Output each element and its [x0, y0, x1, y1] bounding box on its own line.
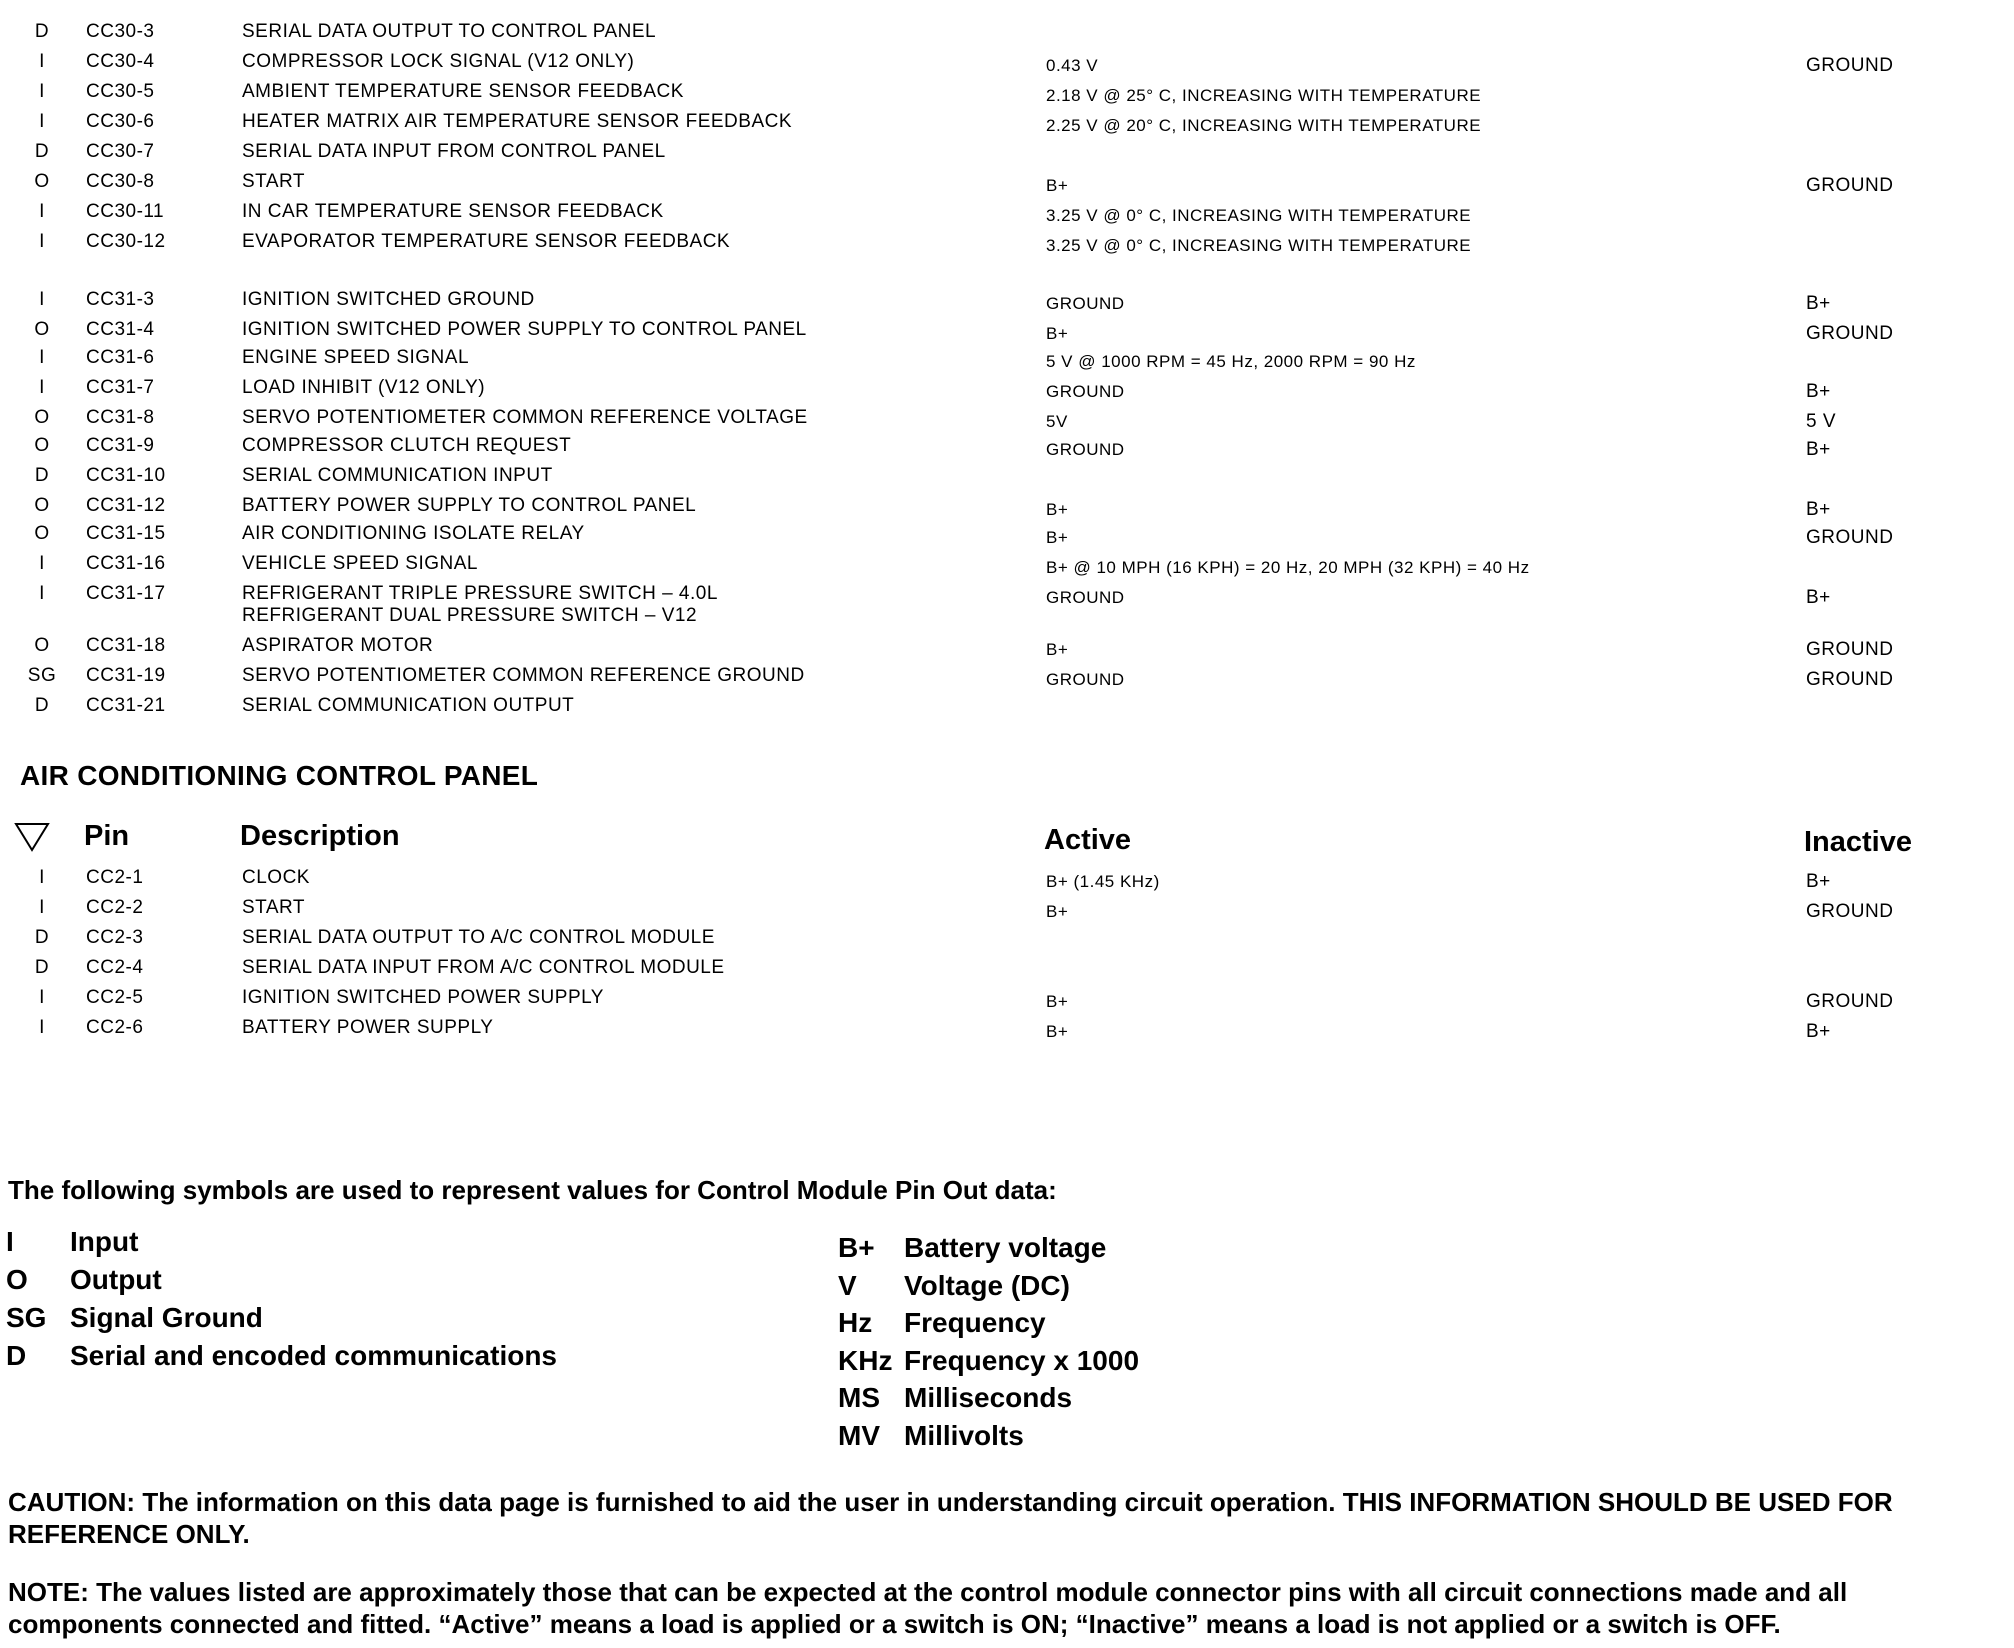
- legend-key: SG: [6, 1302, 47, 1333]
- pin-id: CC31-6: [86, 347, 155, 368]
- active-value: B+: [1046, 176, 1069, 195]
- legend-item: [838, 1307, 1046, 1339]
- pin-description: HEATER MATRIX AIR TEMPERATURE SENSOR FEEDBACK: [242, 111, 793, 132]
- pin-description: EVAPORATOR TEMPERATURE SENSOR FEEDBACK: [242, 231, 731, 252]
- pin-type-symbol: SG: [27, 665, 57, 686]
- pin-description: SERVO POTENTIOMETER COMMON REFERENCE GROUND: [242, 665, 805, 686]
- table-row: [0, 200, 2014, 228]
- inactive-value: B+: [1806, 871, 1831, 892]
- pin-id: CC30-3: [86, 21, 155, 42]
- legend-item: [6, 1264, 162, 1296]
- pin-type-symbol: I: [39, 987, 45, 1008]
- legend-item: [6, 1340, 557, 1372]
- pin-type-symbol: I: [39, 583, 45, 604]
- legend-key: KHz: [838, 1344, 893, 1376]
- pin-id: CC31-3: [86, 289, 155, 310]
- pin-id: CC31-16: [86, 553, 166, 574]
- legend-key: MV: [838, 1419, 880, 1451]
- inactive-value: B+: [1806, 439, 1831, 460]
- pin-type-symbol: I: [39, 231, 45, 252]
- inactive-value: GROUND: [1806, 527, 1894, 548]
- legend-label: Battery voltage: [904, 1232, 1107, 1263]
- pin-type-symbol: D: [34, 21, 50, 42]
- pin-description: START: [242, 897, 306, 918]
- caution-text: CAUTION: The information on this data page is furnished to aid the user in understanding circuit operation. THIS INFORMATION SHOULD BE USED FOR REFERENCE ONLY.: [8, 1487, 1893, 1549]
- pin-id: CC31-19: [86, 665, 166, 686]
- active-value: 3.25 V @ 0° C, INCREASING WITH TEMPERATURE: [1046, 236, 1472, 255]
- pin-id: CC2-1: [86, 867, 144, 888]
- pin-type-symbol: D: [34, 957, 50, 978]
- pin-description: SERIAL DATA INPUT FROM A/C CONTROL MODULE: [242, 957, 725, 978]
- active-value: GROUND: [1046, 440, 1125, 459]
- table-row: [0, 494, 2014, 522]
- table-row: [0, 552, 2014, 580]
- pin-description: SERIAL DATA OUTPUT TO CONTROL PANEL: [242, 21, 657, 42]
- inactive-value: GROUND: [1806, 669, 1894, 690]
- table-row: [0, 170, 2014, 198]
- legend-key: B+: [838, 1232, 875, 1263]
- active-value: B+: [1046, 324, 1069, 343]
- legend-item: [838, 1420, 1024, 1452]
- inactive-value: GROUND: [1806, 323, 1894, 344]
- table-row: [0, 664, 2014, 692]
- pin-type-symbol: O: [34, 635, 50, 656]
- pin-id: CC31-10: [86, 465, 166, 486]
- pin-type-symbol: I: [39, 553, 45, 574]
- legend-label: Input: [70, 1226, 139, 1257]
- pin-type-symbol: I: [39, 81, 45, 102]
- table-row: [0, 986, 2014, 1014]
- pin-description: SERVO POTENTIOMETER COMMON REFERENCE VOLTAGE: [242, 407, 808, 428]
- table-row: [0, 50, 2014, 78]
- symbol-triangle-icon: [14, 822, 50, 852]
- pin-id: CC2-6: [86, 1017, 144, 1038]
- pin-id: CC31-12: [86, 495, 166, 516]
- pin-id: CC30-4: [86, 51, 155, 72]
- pin-description: START: [242, 171, 306, 192]
- note-text: NOTE: The values listed are approximately those that can be expected at the control module connector pins with all circuit connections made and all components connected and fitted. “Active” means a load is applied or a switch is ON; “Inactive” means a load is not applied or a switch is OFF.: [8, 1577, 1848, 1639]
- pin-description: IGNITION SWITCHED POWER SUPPLY TO CONTROL PANEL: [242, 319, 807, 340]
- pin-description: IGNITION SWITCHED POWER SUPPLY: [242, 987, 604, 1008]
- legend-label: Millivolts: [904, 1419, 1024, 1451]
- active-value: B+: [1046, 1022, 1069, 1041]
- pin-type-symbol: O: [34, 171, 50, 192]
- inactive-value: GROUND: [1806, 991, 1894, 1012]
- table-row: [0, 582, 2014, 626]
- pin-type-symbol: I: [39, 201, 45, 222]
- pin-type-symbol: O: [34, 523, 50, 544]
- pin-description: LOAD INHIBIT (V12 ONLY): [242, 377, 486, 398]
- pin-description: COMPRESSOR LOCK SIGNAL (V12 ONLY): [242, 51, 635, 72]
- inactive-value: GROUND: [1806, 175, 1894, 196]
- pin-id: CC30-7: [86, 141, 155, 162]
- pin-id: CC2-3: [86, 927, 144, 948]
- section-title: AIR CONDITIONING CONTROL PANEL: [20, 760, 539, 791]
- active-value: B+: [1046, 992, 1069, 1011]
- legend-key: I: [6, 1226, 14, 1257]
- active-value: B+: [1046, 528, 1069, 547]
- active-value: B+: [1046, 500, 1069, 519]
- legend-key: V: [838, 1269, 857, 1301]
- header-pin: Pin: [84, 820, 130, 852]
- table-row: [0, 926, 2014, 954]
- pin-type-symbol: D: [34, 465, 50, 486]
- active-value: B+ (1.45 KHz): [1046, 872, 1160, 891]
- legend-label: Frequency x 1000: [904, 1344, 1140, 1376]
- pin-type-symbol: I: [39, 377, 45, 398]
- inactive-value: B+: [1806, 499, 1831, 520]
- pin-type-symbol: I: [39, 867, 45, 888]
- pin-id: CC2-5: [86, 987, 144, 1008]
- table-row: [0, 80, 2014, 108]
- pin-type-symbol: I: [39, 51, 45, 72]
- active-value: GROUND: [1046, 670, 1125, 689]
- table-row: [0, 288, 2014, 316]
- pin-description: VEHICLE SPEED SIGNAL: [242, 553, 478, 574]
- pin-type-symbol: O: [34, 407, 50, 428]
- legend-key: O: [6, 1264, 28, 1295]
- table-row: [0, 896, 2014, 924]
- legend-item: [838, 1232, 1106, 1264]
- legend-key: Hz: [838, 1307, 873, 1338]
- legend-key: D: [6, 1340, 27, 1371]
- active-value: B+: [1046, 640, 1069, 659]
- active-value: 2.18 V @ 25° C, INCREASING WITH TEMPERATURE: [1046, 86, 1482, 105]
- active-value: GROUND: [1046, 294, 1125, 313]
- pin-type-symbol: O: [34, 435, 50, 456]
- legend-label: Serial and encoded communications: [70, 1340, 558, 1371]
- table-row: [0, 406, 2014, 434]
- pin-description: SERIAL COMMUNICATION INPUT: [242, 465, 553, 486]
- pin-description: ASPIRATOR MOTOR: [242, 635, 434, 656]
- pin-description: IN CAR TEMPERATURE SENSOR FEEDBACK: [242, 201, 664, 222]
- pin-description: COMPRESSOR CLUTCH REQUEST: [242, 435, 572, 456]
- inactive-value: GROUND: [1806, 901, 1894, 922]
- pin-description: SERIAL COMMUNICATION OUTPUT: [242, 695, 575, 716]
- legend-item: [838, 1345, 1139, 1377]
- pin-description-line-2: REFRIGERANT DUAL PRESSURE SWITCH – V12: [242, 605, 698, 626]
- table-row: [0, 694, 2014, 722]
- pin-id: CC31-9: [86, 435, 155, 456]
- active-value: 5 V @ 1000 RPM = 45 Hz, 2000 RPM = 90 Hz: [1046, 352, 1416, 371]
- pin-description: CLOCK: [242, 867, 310, 888]
- pin-id: CC30-6: [86, 111, 155, 132]
- legend-label: Milliseconds: [904, 1382, 1073, 1413]
- pin-id: CC30-11: [86, 201, 165, 222]
- pin-description: AIR CONDITIONING ISOLATE RELAY: [242, 523, 585, 544]
- table-row: [0, 318, 2014, 346]
- header-description: Description: [240, 820, 400, 852]
- legend-label: Signal Ground: [70, 1302, 263, 1333]
- table-row: [0, 634, 2014, 662]
- table-row: [0, 1016, 2014, 1044]
- inactive-value: B+: [1806, 1021, 1831, 1042]
- pin-id: CC2-2: [86, 897, 144, 918]
- pin-id: CC31-7: [86, 377, 155, 398]
- pin-type-symbol: D: [34, 695, 50, 716]
- pin-description: BATTERY POWER SUPPLY: [242, 1017, 494, 1038]
- active-value: B+ @ 10 MPH (16 KPH) = 20 Hz, 20 MPH (32 KPH) = 40 Hz: [1046, 558, 1530, 577]
- legend-label: Voltage (DC): [904, 1269, 1070, 1301]
- active-value: 5V: [1046, 412, 1068, 431]
- inactive-value: B+: [1806, 587, 1831, 608]
- legend-item: [838, 1382, 1072, 1414]
- pin-type-symbol: O: [34, 495, 50, 516]
- pin-description: AMBIENT TEMPERATURE SENSOR FEEDBACK: [242, 81, 684, 102]
- table-row: [0, 522, 2014, 550]
- table-row: [0, 464, 2014, 492]
- header-inactive: Inactive: [1804, 826, 1912, 858]
- pin-id: CC30-8: [86, 171, 155, 192]
- inactive-value: 5 V: [1806, 411, 1837, 432]
- pin-id: CC31-18: [86, 635, 166, 656]
- pin-type-symbol: I: [39, 1017, 45, 1038]
- active-value: 3.25 V @ 0° C, INCREASING WITH TEMPERATURE: [1046, 206, 1472, 225]
- pin-id: CC31-15: [86, 523, 166, 544]
- active-value: GROUND: [1046, 382, 1125, 401]
- legend-title: The following symbols are used to represent values for Control Module Pin Out data:: [8, 1175, 1057, 1205]
- active-value: 2.25 V @ 20° C, INCREASING WITH TEMPERATURE: [1046, 116, 1482, 135]
- active-value: GROUND: [1046, 588, 1125, 607]
- pin-id: CC30-5: [86, 81, 155, 102]
- active-value: 0.43 V: [1046, 56, 1099, 75]
- pin-description: REFRIGERANT TRIPLE PRESSURE SWITCH – 4.0L: [242, 583, 718, 604]
- pin-type-symbol: I: [39, 347, 45, 368]
- pin-id: CC2-4: [86, 957, 144, 978]
- table-row: [0, 376, 2014, 404]
- table-row: [0, 230, 2014, 258]
- table-row: [0, 956, 2014, 984]
- pin-id: CC31-4: [86, 319, 155, 340]
- legend-item: [838, 1270, 1070, 1302]
- pin-id: CC30-12: [86, 231, 166, 252]
- header-active: Active: [1044, 824, 1132, 856]
- pin-type-symbol: D: [34, 927, 50, 948]
- pin-type-symbol: I: [39, 897, 45, 918]
- pin-id: CC31-21: [86, 695, 166, 716]
- inactive-value: GROUND: [1806, 639, 1894, 660]
- legend-item: [6, 1302, 263, 1334]
- legend-key: MS: [838, 1382, 880, 1413]
- pin-type-symbol: O: [34, 319, 50, 340]
- table-row: [0, 346, 2014, 374]
- table-row: [0, 140, 2014, 168]
- pin-description: SERIAL DATA INPUT FROM CONTROL PANEL: [242, 141, 666, 162]
- pin-type-symbol: D: [34, 141, 50, 162]
- pin-type-symbol: I: [39, 111, 45, 132]
- pin-type-symbol: I: [39, 289, 45, 310]
- pin-description: IGNITION SWITCHED GROUND: [242, 289, 535, 310]
- pin-description: ENGINE SPEED SIGNAL: [242, 347, 470, 368]
- table-row: [0, 20, 2014, 48]
- table-row: [0, 110, 2014, 138]
- pin-id: CC31-8: [86, 407, 155, 428]
- legend-label: Frequency: [904, 1307, 1046, 1338]
- table-row: [0, 434, 2014, 462]
- pin-description: SERIAL DATA OUTPUT TO A/C CONTROL MODULE: [242, 927, 715, 948]
- inactive-value: GROUND: [1806, 55, 1894, 76]
- legend-item: [6, 1226, 138, 1258]
- legend-label: Output: [70, 1264, 162, 1295]
- pin-id: CC31-17: [86, 583, 166, 604]
- inactive-value: B+: [1806, 293, 1831, 314]
- active-value: B+: [1046, 902, 1069, 921]
- table-row: [0, 866, 2014, 894]
- pin-description: BATTERY POWER SUPPLY TO CONTROL PANEL: [242, 495, 697, 516]
- inactive-value: B+: [1806, 381, 1831, 402]
